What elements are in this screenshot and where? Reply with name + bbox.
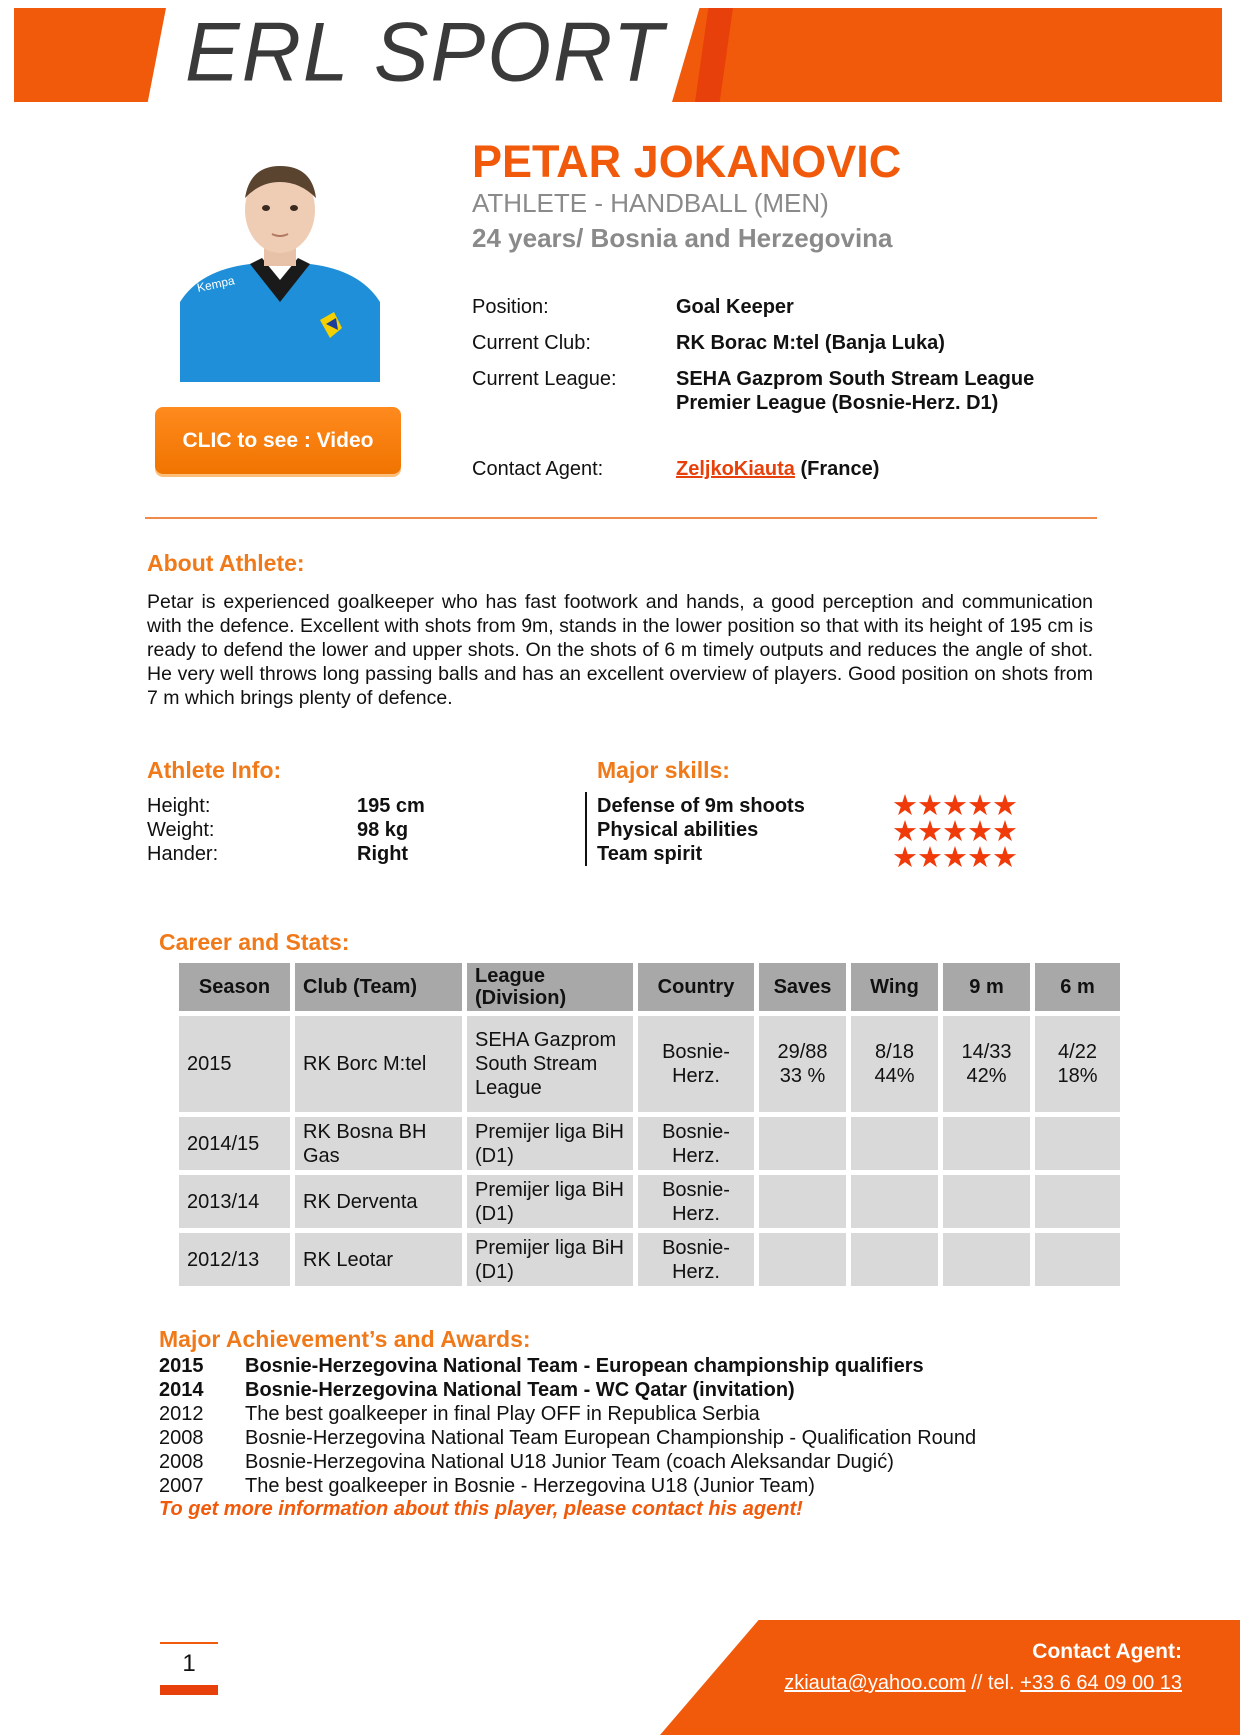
agent-link[interactable]: ZeljkoKiauta	[676, 458, 795, 480]
wing-ratio: 8/18	[875, 1041, 914, 1063]
achievement-text: Bosnie-Herzegovina National Team European Championship - Qualification Round	[245, 1427, 977, 1449]
position-value: Goal Keeper	[676, 296, 794, 318]
league-label: Current League:	[472, 368, 617, 390]
skills-title: Major skills:	[597, 757, 730, 783]
footer-contact-title: Contact Agent:	[1032, 1640, 1182, 1663]
about-title: About Athlete:	[147, 550, 305, 576]
col-6m: 6 m	[1035, 963, 1120, 1011]
skill-rating-stars: ★★★★★	[892, 816, 1017, 848]
about-text: Petar is experienced goalkeeper who has fast footwork and hands, a good perception and communication with the defence. Excellent with shots from 9m, stands in the lower position so that with its height of 195 cm is ready to defend the lower and upper shots. On the shots of 6 m timely outputs and reduces the angle of shot. He very well throws long passing balls and has an excellent overview of players. Good position on shots from 7 m which brings plenty of defence.	[147, 591, 1093, 709]
page-number-rule	[160, 1642, 218, 1644]
cell-club: RK Bosna BH Gas	[295, 1117, 462, 1170]
cell-country: Bosnie-Herz.	[638, 1233, 754, 1286]
saves-percent: 33 %	[779, 1065, 826, 1087]
header-accent-left	[14, 8, 166, 102]
cell-wing	[851, 1117, 938, 1170]
col-club: Club (Team)	[295, 963, 462, 1011]
col-league: League (Division)	[467, 963, 633, 1011]
cell-wing	[851, 1233, 938, 1286]
cell-saves	[759, 1233, 846, 1286]
list-item	[159, 1450, 1159, 1474]
page-number: 1	[182, 1650, 196, 1677]
skill-rating-stars: ★★★★★	[892, 790, 1017, 822]
cell-league: SEHA Gazprom South Stream League	[467, 1016, 633, 1112]
cell-club: RK Borc M:tel	[295, 1016, 462, 1112]
cell-club: RK Leotar	[295, 1233, 462, 1286]
m9-percent: 42%	[966, 1065, 1007, 1087]
info-skill-separator	[585, 792, 587, 866]
skill-rating-stars: ★★★★★	[892, 842, 1017, 874]
table-row	[179, 1016, 1120, 1112]
cell-season: 2015	[179, 1016, 290, 1112]
list-item	[159, 1354, 1159, 1378]
list-item	[159, 1474, 1159, 1498]
cell-country: Bosnie-Herz.	[638, 1016, 754, 1112]
col-country: Country	[638, 963, 754, 1011]
list-item	[159, 1402, 1159, 1426]
achievement-year: 2012	[159, 1403, 204, 1425]
contact-separator: // tel.	[965, 1672, 1021, 1694]
league-value-1: SEHA Gazprom South Stream League	[676, 368, 1035, 390]
league-value-2: Premier League (Bosnie-Herz. D1)	[676, 392, 999, 414]
m6-ratio: 4/22	[1058, 1041, 1097, 1063]
club-label: Current Club:	[472, 332, 591, 354]
cell-9m	[943, 1016, 1030, 1112]
achievement-year: 2008	[159, 1427, 204, 1449]
athlete-name: PETAR JOKANOVIC	[472, 136, 902, 187]
agent-country: (France)	[800, 458, 880, 480]
skill-name: Team spirit	[597, 843, 703, 865]
video-button[interactable]: CLIC to see : Video	[155, 407, 401, 474]
athlete-type: ATHLETE - HANDBALL (MEN)	[472, 188, 829, 218]
achievement-text: Bosnie-Herzegovina National Team - WC Qatar (invitation)	[245, 1379, 795, 1401]
weight-value: 98 kg	[357, 819, 409, 841]
achievement-year: 2007	[159, 1475, 204, 1497]
wing-percent: 44%	[874, 1065, 915, 1087]
career-table	[174, 958, 1125, 1291]
hander-value: Right	[357, 843, 409, 865]
contact-cta: To get more information about this player, please contact his agent!	[159, 1498, 803, 1520]
footer-contact-line	[784, 1672, 1182, 1695]
cell-saves	[759, 1016, 846, 1112]
cell-season: 2014/15	[179, 1117, 290, 1170]
brand-logo: ERL SPORT	[185, 6, 665, 99]
weight-label: Weight:	[147, 819, 215, 841]
cell-wing	[851, 1175, 938, 1228]
agent-email-link[interactable]: zkiauta@yahoo.com	[784, 1672, 966, 1694]
col-season: Season	[179, 963, 290, 1011]
cell-league: Premijer liga BiH (D1)	[467, 1233, 633, 1286]
divider	[145, 517, 1097, 519]
achievement-text: Bosnie-Herzegovina National Team - European championship qualifiers	[245, 1355, 924, 1377]
achievement-year: 2014	[159, 1379, 204, 1401]
achievements-list	[159, 1354, 1159, 1498]
cell-club: RK Derventa	[295, 1175, 462, 1228]
position-label: Position:	[472, 296, 549, 318]
cell-saves	[759, 1175, 846, 1228]
cell-6m	[1035, 1117, 1120, 1170]
col-saves: Saves	[759, 963, 846, 1011]
career-title: Career and Stats:	[159, 929, 350, 955]
cell-country: Bosnie-Herz.	[638, 1175, 754, 1228]
m6-percent: 18%	[1057, 1065, 1098, 1087]
athlete-info-title: Athlete Info:	[147, 757, 282, 783]
cell-6m	[1035, 1233, 1120, 1286]
table-header-row	[179, 963, 1120, 1011]
page-number-bar	[160, 1685, 218, 1695]
cell-6m	[1035, 1016, 1120, 1112]
m9-ratio: 14/33	[961, 1041, 1012, 1063]
cell-saves	[759, 1117, 846, 1170]
svg-text:Kempa: Kempa	[195, 273, 236, 295]
col-wing: Wing	[851, 963, 938, 1011]
agent-phone-link[interactable]: +33 6 64 09 00 13	[1020, 1672, 1182, 1694]
cell-league: Premijer liga BiH (D1)	[467, 1175, 633, 1228]
achievement-year: 2015	[159, 1355, 204, 1377]
athlete-photo	[180, 152, 380, 382]
list-item	[159, 1378, 1159, 1402]
col-9m: 9 m	[943, 963, 1030, 1011]
club-value: RK Borac M:tel (Banja Luka)	[676, 332, 945, 354]
achievement-text: The best goalkeeper in final Play OFF in Republica Serbia	[245, 1403, 760, 1425]
table-row	[179, 1233, 1120, 1286]
saves-ratio: 29/88	[777, 1041, 828, 1063]
achievements-title: Major Achievement’s and Awards:	[159, 1326, 531, 1352]
cell-9m	[943, 1117, 1030, 1170]
cell-season: 2013/14	[179, 1175, 290, 1228]
cell-9m	[943, 1233, 1030, 1286]
skill-name: Defense of 9m shoots	[597, 795, 805, 817]
height-label: Height:	[147, 795, 211, 817]
cell-league: Premijer liga BiH (D1)	[467, 1117, 633, 1170]
cell-wing	[851, 1016, 938, 1112]
list-item	[159, 1426, 1159, 1450]
skill-name: Physical abilities	[597, 819, 759, 841]
header-accent-right	[672, 8, 1222, 102]
agent-contact	[676, 458, 879, 481]
cell-season: 2012/13	[179, 1233, 290, 1286]
cell-country: Bosnie-Herz.	[638, 1117, 754, 1170]
cell-6m	[1035, 1175, 1120, 1228]
table-row	[179, 1117, 1120, 1170]
table-row	[179, 1175, 1120, 1228]
achievement-text: Bosnie-Herzegovina National U18 Junior Team (coach Aleksandar Dugić)	[245, 1451, 894, 1473]
agent-label: Contact Agent:	[472, 458, 604, 480]
achievement-year: 2008	[159, 1451, 204, 1473]
cell-9m	[943, 1175, 1030, 1228]
hander-label: Hander:	[147, 843, 219, 865]
height-value: 195 cm	[357, 795, 425, 817]
achievement-text: The best goalkeeper in Bosnie - Herzegovina U18 (Junior Team)	[245, 1475, 815, 1497]
athlete-age-country: 24 years/ Bosnia and Herzegovina	[472, 223, 893, 253]
